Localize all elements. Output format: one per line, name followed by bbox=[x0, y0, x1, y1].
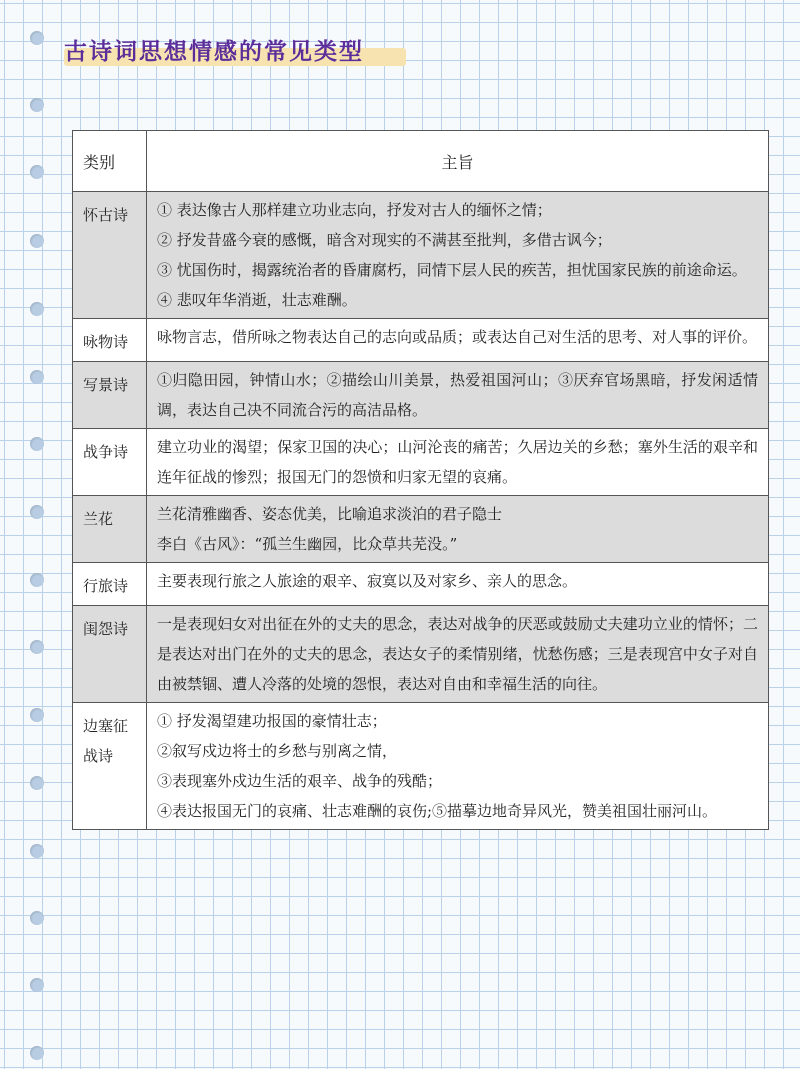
binder-hole bbox=[30, 234, 44, 248]
theme-cell bbox=[147, 319, 769, 362]
theme-line: 咏物言志，借所咏之物表达自己的志向或品质；或表达自己对生活的思考、对人事的评价。 bbox=[157, 328, 758, 346]
table-row-xinglv bbox=[73, 563, 769, 606]
binder-hole bbox=[30, 302, 44, 316]
table-row-yongwu bbox=[73, 319, 769, 362]
theme-line: ②叙写戍边将士的乡愁与别离之情， bbox=[157, 742, 398, 760]
category-cell: 怀古诗 bbox=[73, 192, 147, 319]
theme-line: ① 表达像古人那样建立功业志向，抒发对古人的缅怀之情； bbox=[157, 201, 552, 219]
table-header-row bbox=[73, 131, 769, 192]
category-cell: 战争诗 bbox=[73, 429, 147, 496]
theme-cell bbox=[147, 192, 769, 319]
binder-hole bbox=[30, 98, 44, 112]
theme-line: ③ 忧国伤时，揭露统治者的昏庸腐朽，同情下层人民的疾苦，担忧国家民族的前途命运。 bbox=[157, 261, 747, 279]
theme-line: 主要表现行旅之人旅途的艰辛、寂寞以及对家乡、亲人的思念。 bbox=[157, 572, 578, 590]
theme-line: 李白《古风》：“孤兰生幽园，比众草共芜没。” bbox=[157, 535, 458, 553]
binder-hole bbox=[30, 505, 44, 519]
table-row-lanhua bbox=[73, 496, 769, 563]
theme-cell bbox=[147, 362, 769, 429]
theme-cell bbox=[147, 563, 769, 606]
theme-line: ①归隐田园，钟情山水；②描绘山川美景，热爱祖国河山；③厌弃官场黑暗，抒发闲适情调，表达自己决不同流合污的高洁品格。 bbox=[157, 371, 758, 419]
category-cell: 咏物诗 bbox=[73, 319, 147, 362]
binder-hole bbox=[30, 1046, 44, 1060]
theme-line: 建立功业的渴望；保家卫国的决心；山河沦丧的痛苦；久居边关的乡愁；塞外生活的艰辛和连年征战的惨烈；报国无门的怨愤和归家无望的哀痛。 bbox=[157, 438, 758, 486]
binder-hole bbox=[30, 31, 44, 45]
table-row-xiejing bbox=[73, 362, 769, 429]
table-row-guiyuan bbox=[73, 606, 769, 703]
binder-hole bbox=[30, 844, 44, 858]
category-cell: 边塞征战诗 bbox=[73, 703, 147, 830]
theme-line: ④ 悲叹年华消逝，壮志难酬。 bbox=[157, 291, 357, 309]
theme-line: ② 抒发昔盛今衰的感慨，暗含对现实的不满甚至批判，多借古讽今； bbox=[157, 231, 612, 249]
binder-hole bbox=[30, 708, 44, 722]
binder-hole bbox=[30, 573, 44, 587]
theme-cell bbox=[147, 429, 769, 496]
page-title: 古诗词思想情感的常见类型 bbox=[64, 38, 364, 65]
table-row-zhanzheng bbox=[73, 429, 769, 496]
binder-hole bbox=[30, 911, 44, 925]
binder-hole bbox=[30, 370, 44, 384]
theme-line: 兰花清雅幽香、姿态优美，比喻追求淡泊的君子隐士 bbox=[157, 505, 503, 523]
binder-holes bbox=[0, 0, 60, 1069]
binder-hole bbox=[30, 776, 44, 790]
header-category: 类别 bbox=[73, 131, 147, 192]
theme-cell bbox=[147, 703, 769, 830]
binder-hole bbox=[30, 437, 44, 451]
category-cell: 闺怨诗 bbox=[73, 606, 147, 703]
title-block bbox=[64, 32, 364, 72]
binder-hole bbox=[30, 165, 44, 179]
category-cell: 兰花 bbox=[73, 496, 147, 563]
theme-line: ④表达报国无门的哀痛、壮志难酬的哀伤;⑤描摹边地奇异风光，赞美祖国壮丽河山。 bbox=[157, 802, 718, 820]
theme-line: 一是表现妇女对出征在外的丈夫的思念，表达对战争的厌恶或鼓励丈夫建功立业的情怀；二是表达对出门在外的丈夫的思念，表达女子的柔情别绪，忧愁伤感；三是表现宫中女子对自由被禁锢、遭人冷落的处境的怨恨，表达对自由和幸福生活的向往。 bbox=[157, 615, 758, 693]
category-cell: 写景诗 bbox=[73, 362, 147, 429]
theme-cell bbox=[147, 606, 769, 703]
poetry-table bbox=[72, 130, 769, 830]
category-cell: 行旅诗 bbox=[73, 563, 147, 606]
header-theme: 主旨 bbox=[147, 131, 769, 192]
theme-line: ① 抒发渴望建功报国的豪情壮志； bbox=[157, 712, 387, 730]
theme-line: ③表现塞外戍边生活的艰辛、战争的残酷； bbox=[157, 772, 443, 790]
table-row-biansai bbox=[73, 703, 769, 830]
binder-hole bbox=[30, 640, 44, 654]
theme-cell bbox=[147, 496, 769, 563]
table-row-huaigu bbox=[73, 192, 769, 319]
binder-hole bbox=[30, 978, 44, 992]
